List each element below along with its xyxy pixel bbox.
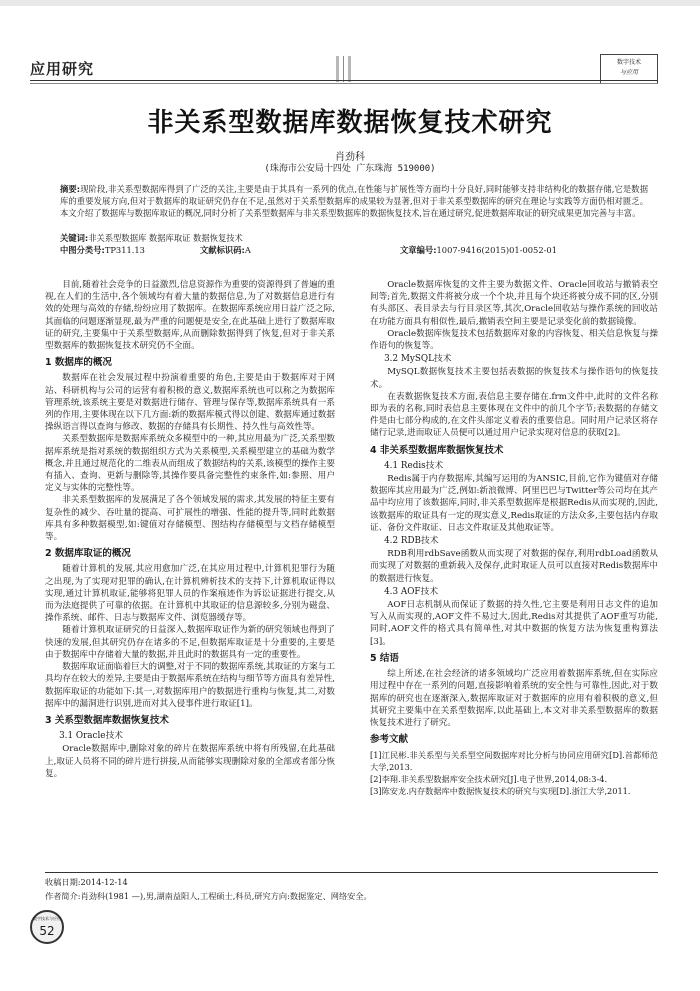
article-no-value: 1007-9416(2015)01-0052-01	[436, 245, 557, 255]
subsection-4-2-heading: 4.2 RDB技术	[384, 536, 439, 547]
top-band	[0, 0, 700, 6]
header-decoration	[336, 56, 351, 82]
header-rule	[30, 80, 658, 81]
journal-logo-line1: 数字技术	[616, 59, 641, 66]
keywords-text: 非关系型数据库 数据库取证 数据恢复技术	[88, 233, 243, 243]
paragraph: 关系型数据库是数据库系统众多模型中的一种,其应用最为广泛,关系型数据库系统是指对系统的数据组织方式为关系模型,关系模型建立的基础为数学概念,并且通过规范化的二维表从而组成了数据结构的关系,该模型的操作主要有插入、查询、更新与删除等,其操作要具备完整性约束条件,如:参照、用户定义与实体的完整性等。	[45, 434, 335, 494]
page-number: 52	[39, 924, 55, 938]
doc-code-label: 文献标识码:	[200, 245, 245, 255]
header-rule-secondary	[30, 83, 658, 84]
subsection-4-3-heading: 4.3 AOF技术	[384, 586, 439, 597]
page-number-badge	[30, 910, 64, 944]
doc-code-value: A	[244, 245, 251, 255]
section-3-heading: 3 关系型数据库数据恢复技术	[45, 714, 169, 726]
paragraph: 随着计算机取证研究的日益深入,数据库取证作为新的研究领域也得到了快速的发展,但其研究仍存在诸多的不足,但数据库取证是十分重要的,主要是由于数据库中存储着大量的数据,并且此时的数据具有一定的重要性。	[45, 625, 335, 660]
paragraph: Oracle数据库中,删除对象的碎片在数据库系统中将有所残留,在此基础上,取证人员将不同的碎片进行拼接,从而能够实现删除对象的全部或者部分恢复。	[45, 744, 335, 779]
author-bio: 作者简介:肖劲科(1981 —),男,湖南益阳人,工程硕士,科员,研究方向:数据鉴定、网络安全。	[45, 891, 372, 901]
paragraph: Redis属于内存数据库,其编写运用的为ANSIC,目前,它作为键值对存储数据库其应用最为广泛,例如:新浪微博、阿里巴巴与Twitter等公司均在其产品中均应用了该数据库,同时,非关系型数据库是根据Redis从而实现的,因此,该数据库的取证具有一定的现实意义,Redis取证的方法众多,主要包括内存取证、备份文件取证、日志文件取证及其他取证等。	[370, 474, 658, 533]
article-title: 非关系型数据库数据恢复技术研究	[147, 108, 553, 138]
intro-paragraph: 目前,随着社会竞争的日益激烈,信息资源作为重要的资源得到了普遍的重视,在人们的生活中,各个领域均有着大量的数据信息,为了对数据信息进行有效的处理与高效的存储,纷纷应用了数据库。在数据库系统应用日益广泛之际,其面临的问题逐渐显现,最为严重的问题便是安全,在此基础上进行了数据库取证的研究,主要集中于关系型数据库,从而删除数据得到了恢复,但对于非关系型数据库的数据恢复技术研究仍不全面。	[45, 280, 335, 352]
paragraph: 在表数据恢复技术方面,表信息主要存储在.frm文件中,此时的文件名称即为表的名称,同时表信息主要体现在文件中的前几个字节;表数据的存储文件是由七部分构成的,在文件头部定义着表的重要信息。同时用户记录区将存储行记录,进而取证人员便可以通过用户记录实现对信息的获取[2]。	[370, 391, 658, 439]
section-1-heading: 1 数据库的概况	[45, 357, 112, 369]
paragraph: Oracle数据库恢复的文件主要为数据文件、Oracle回收站与撤销表空间等;首先,数据文件将被分成一个个块,并且每个块还将被分成不同的区,分别有头部区、表目录去与行目录区等,其次,Oracle回收站与操作系统的回收站在功能方面具有相似性,最后,撤销表空间主要是记录变化前的数据镜像。	[370, 280, 658, 327]
journal-logo-line2: 与应用	[619, 69, 638, 76]
keywords	[60, 232, 648, 244]
abstract-text: 现阶段,非关系型数据库得到了广泛的关注,主要是由于其具有一系列的优点,在性能与扩展性等方面均十分良好,同时能够支持非结构化的数据存储,它是数据库的重要发展方向,但对于数据库的取证研究仍存在不足,虽然对于关系型数据库的成果较为显著,但对于非关系型数据库的研究在理论与实践等方面仍相对匮乏。本文介绍了数据库与数据库取证的概况,同时分析了关系型数据库与非关系型数据库的数据恢复技术,旨在通过研究,促进数据库取证的研究成果更加完善与丰富。	[60, 184, 648, 218]
paragraph: RDB利用rdbSave函数从而实现了对数据的保存,利用rdbLoad函数从而实现了对数据的重新载入及保存,此时取证人员可以直接对Redis数据库中的数据进行恢复。	[370, 549, 658, 584]
section-tag: 应用研究	[30, 60, 95, 78]
classification-codes	[60, 244, 648, 256]
section-4-heading: 4 非关系型数据库数据恢复技术	[370, 444, 504, 456]
author-affiliation: (珠海市公安局十四处 广东珠海 519000)	[264, 164, 436, 174]
received-date: 收稿日期:2014-12-14	[45, 877, 128, 887]
clc-value: TP311.13	[104, 245, 145, 255]
footer-rule	[45, 872, 658, 873]
subsection-3-2-heading: 3.2 MySQL技术	[384, 354, 452, 365]
abstract	[60, 183, 648, 219]
paragraph: Oracle数据库恢复技术包括数据库对象的内容恢复、相关信息恢复与操作语句的恢复等。	[370, 328, 658, 352]
paragraph: 数据库取证面临着巨大的调整,对于不同的数据库系统,其取证的方案与工具均存在较大的差异,主要是由于数据库系统在结构与细节等方面具有差异性,数据库取证的功能如下:其一,对数据库用户的数据进行重构与恢复,其二,对数据库中的漏洞进行识别,进而对其入侵事件进行取证[1]。	[45, 662, 335, 709]
section-5-heading: 5 结语	[370, 652, 399, 664]
paragraph: 非关系型数据库的发展满足了各个领域发展的需求,其发展的特征主要有复杂性的减少、吞吐量的提高、可扩展性的增强、性能的提升等,同时此数据库具有多种数据模型,如:键值对存储模型、图结构存储模型与文档存储模型等。	[45, 495, 335, 543]
left-column	[45, 279, 335, 780]
subsection-3-1-heading: 3.1 Oracle技术	[59, 731, 124, 742]
paragraph: MySQL数据恢复技术主要包括表数据的恢复技术与操作语句的恢复技术。	[370, 367, 658, 390]
paragraph: 随着计算机的发展,其应用愈加广泛,在其应用过程中,计算机犯罪行为随之出现,为了实现对犯罪的确认,在计算机辨析技术的支持下,计算机取证得以实现,通过计算机取证,能够将犯罪人员的作案痕迹作为诉讼证据进行提交,从而为法庭提供了可靠的依据。在计算机中其取证的信息源较多,分别为磁盘、操作系统、邮件、日志与数据库文件、浏览器缓存等。	[45, 564, 335, 624]
subsection-4-1-heading: 4.1 Redis技术	[384, 460, 444, 471]
reference-item: [3]陈安龙.内存数据库中数据恢复技术的研究与实现[D].浙江大学,2011.	[370, 786, 631, 797]
paragraph: 数据库在社会发展过程中扮演着重要的角色,主要是由于数据库对于网站、科研机构与公司的运营有着积极的意义,数据库系统也可以称之为数据库管理系统,该系统主要是对数据进行储存、管理与保存等,数据库系统具有一系列的作用,主要体现在以下几方面:新的数据库模式得以创建、数据库通过数据操纵语言得以查询与修改、数据的存储具有长期性、持久性与高效性等。	[45, 373, 335, 433]
clc-label: 中图分类号:	[60, 245, 105, 255]
paragraph: 综上所述,在社会经济的诸多领域均广泛应用着数据库系统,但在实际应用过程中存在一系列的问题,直接影响着系统的安全性与可靠性,因此,对于数据库的研究也在逐渐深入,数据库取证对于数据库的应用有着积极的意义,但其研究主要集中在关系型数据库,以此基础上,本文对非关系型数据库的数据恢复技术进行了研究。	[370, 669, 658, 728]
section-2-heading: 2 数据库取证的概况	[45, 548, 131, 560]
keywords-label: 关键词:	[60, 233, 89, 243]
paragraph: AOF日志机制从而保证了数据的持久性,它主要是利用日志文件的追加写入从而实现的,AOF文件不易过大,因此,Redis对其提供了AOF重写功能,同时,AOF文件的格式具有简单性,对其中数据的恢复方法为恢复重构算法[3]。	[370, 600, 658, 647]
references-heading: 参考文献	[370, 734, 409, 746]
reference-item: [1]江民彬.非关系型与关系型空间数据库对比分析与协同应用研究[D].首都师范大学,2013.	[370, 750, 658, 773]
right-column	[370, 279, 658, 797]
badge-journal-text: 数字技术与应用	[33, 916, 61, 921]
reference-item: [2]李翔.非关系型数据库安全技术研究[J].电子世界,2014,08:3-4.	[370, 774, 608, 785]
author-name: 肖劲科	[335, 152, 365, 163]
article-no-label: 文章编号:	[400, 245, 437, 255]
abstract-label: 摘要:	[60, 184, 81, 194]
references-list	[370, 749, 658, 797]
